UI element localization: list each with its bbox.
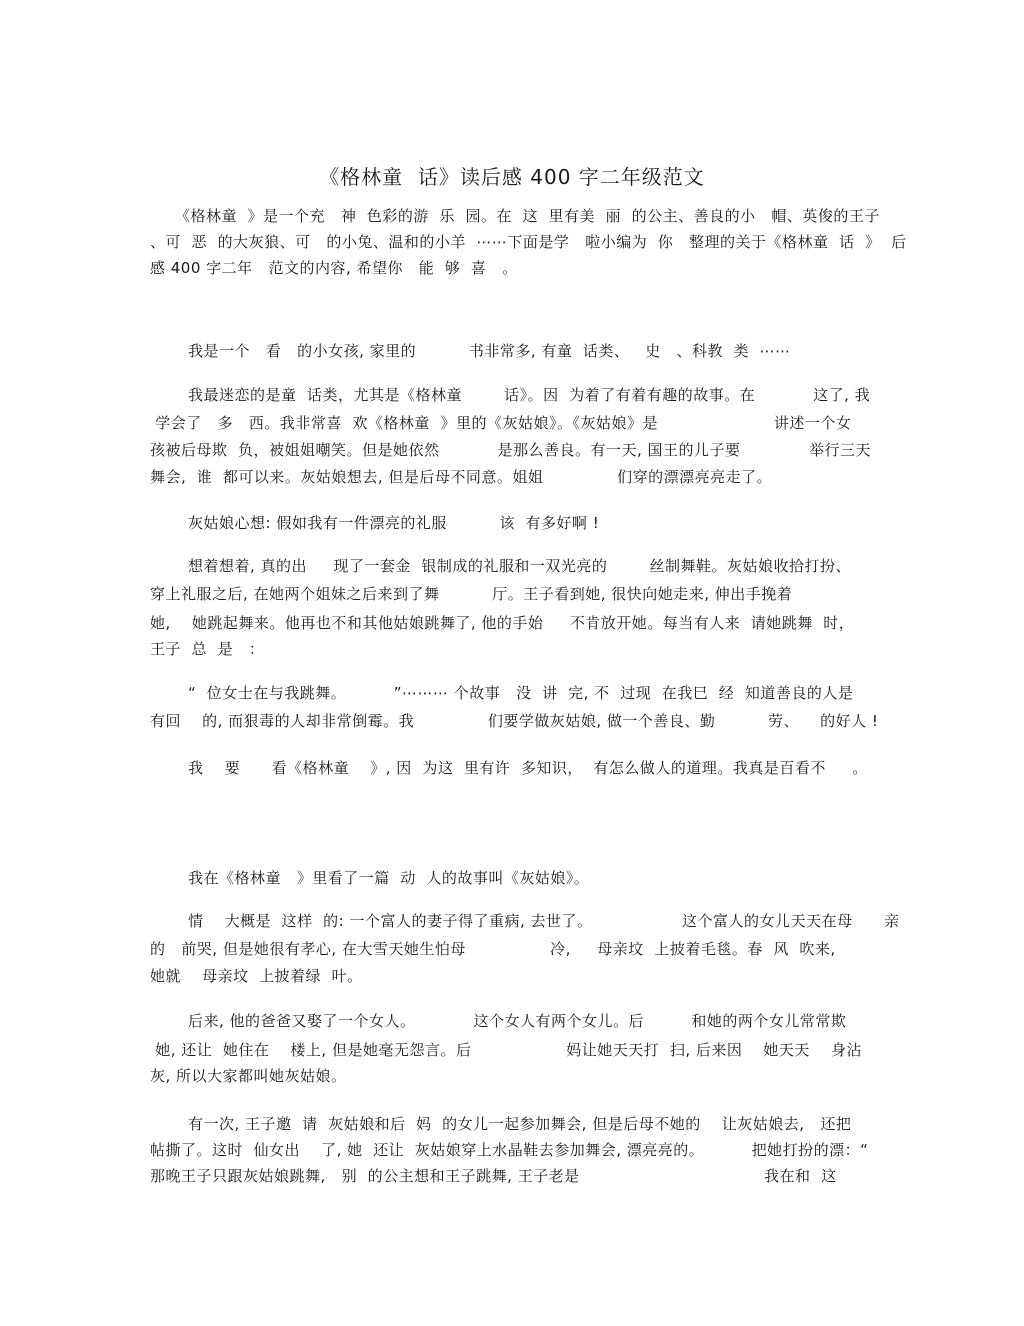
essay2-line: 那晚王子只跟灰姑娘跳舞, 别 的公主想和王子跳舞, 王子老是 我在和 这 [150,1167,837,1185]
essay1-line: “ 位女士在与我跳舞。 ”⋯⋯⋯ 个故事 没 讲 完, 不 过现 在我巳 经 知道善良的人是 [188,684,854,702]
essay1-line: 我是一个 看 的小女孩, 家里的 书非常多, 有童 话类、 史 、科教 类 ⋯⋯ [188,342,791,360]
essay1-line: 她, 她跳起舞来。他再也不和其他姑娘跳舞了, 他的手始 不肯放开她。每当有人来 请她跳舞 时， [150,614,855,632]
essay2-line: 灰, 所以大家都叫她灰姑娘。 [150,1067,347,1085]
intro-line: 、可 恶 的大灰狼、可 的小兔、温和的小羊 ⋯⋯下面是学 啦小编为 你 整理的关于《格林童 话 》 后 [150,233,907,251]
essay1-line: 我 要 看《格林童 》, 因 为这 里有许 多知识， 有怎么做人的道理。我真是百看不 。 [188,759,868,777]
essay2-line: 的 前哭, 但是她很有孝心, 在大雪天她生怕母 冷, 母亲坟 上披着毛毯。春 风 吹来, [150,940,836,958]
essay2-line: 她就 母亲坟 上披着绿 叶。 [150,967,363,985]
essay1-line: 穿上礼服之后, 在她两个姐妹之后来到了舞 厅。王子看到她, 很快向她走来, 伸出手挽着 [150,585,793,603]
intro-line: 感 400 字二年 范文的内容, 希望你 能 够 喜 。 [150,259,518,277]
document-title: 《格林童 话》读后感 400 字二年级范文 [319,165,705,189]
essay2-line: 后来, 他的爸爸又娶了一个女人。 这个女人有两个女儿。后 和她的两个女儿常常欺 [188,1012,847,1030]
essay1-line: 灰姑娘心想: 假如我有一件漂亮的礼服 该 有多好啊 ! [188,514,600,532]
intro-line: 《格林童 》是一个充 神 色彩的游 乐 园。在 这 里有美 丽 的公主、善良的小 帽、英俊的王子 [175,207,880,225]
essay1-line: 我最迷恋的是童 话类，尤其是《格林童 话》。因 为着了有着有趣的故事。在 这了, 我 [188,386,871,404]
essay2-line: 我在《格林童 》里看了一篇 动 人的故事叫《灰姑娘》。 [188,869,590,887]
essay1-line: 学会了 多 西。我非常喜 欢《格林童 》里的《灰姑娘》。《灰姑娘》是 讲述一个女 [150,414,852,432]
essay1-line: 孩被后母欺 负，被姐姐嘲笑。但是她依然 是那么善良。有一天, 国王的儿子要 举行三天 [150,441,872,459]
essay2-line: 情 大概是 这样 的: 一个富人的妻子得了重病, 去世了。 这个富人的女儿天天在母 亲 [188,912,900,930]
essay2-line: 她, 还让 她住在 楼上, 但是她毫无怨言。后 妈让她天天打 扫, 后来因 她天天 身沾 [150,1041,862,1059]
essay1-line: 王子 总 是 ： [150,640,265,658]
essay2-line: 有一次, 王子邀 请 灰姑娘和后 妈 的女儿一起参加舞会, 但是后母不她的 让灰姑娘去, 还把 [188,1115,852,1133]
essay1-line: 舞会, 谁 都可以来。灰姑娘想去, 但是后母不同意。姐姐 们穿的漂漂亮亮走了。 [150,468,773,486]
essay1-line: 想着想着, 真的出 现了一套金 银制成的礼服和一双光亮的 丝制舞鞋。灰姑娘收拾打扮、 [188,557,852,575]
essay2-line: 帖撕了。这时 仙女出 了, 她 还让 灰姑娘穿上水晶鞋去参加舞会, 漂亮亮的。 把她打扮的漂：“ [150,1141,869,1159]
essay1-line: 有回 的, 而狠毒的人却非常倒霉。我 们要学做灰姑娘, 做一个善良、勤 劳、 的好人 ! [150,712,879,730]
